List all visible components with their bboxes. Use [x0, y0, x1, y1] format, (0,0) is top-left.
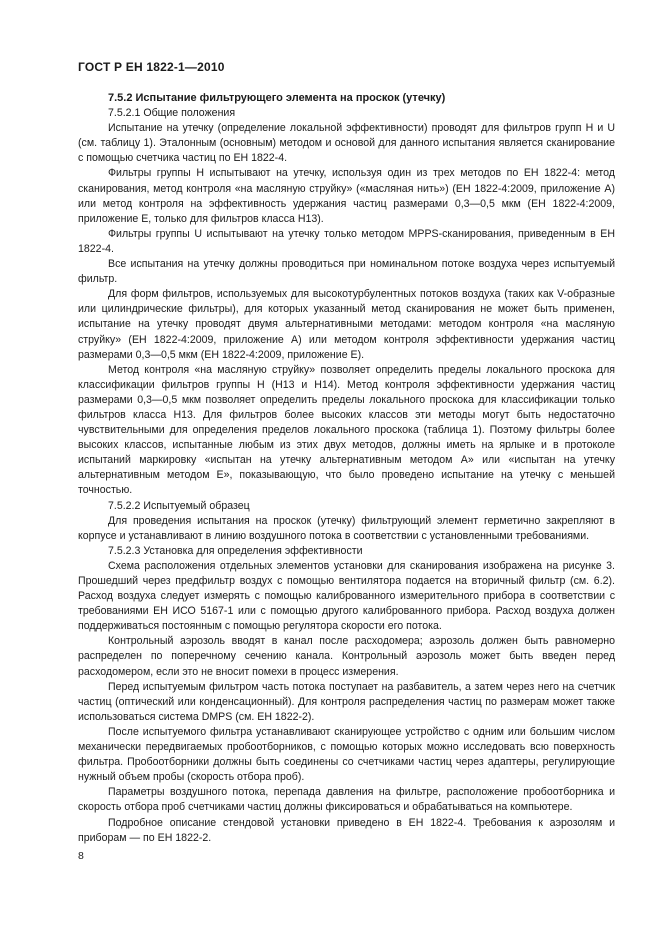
paragraph: Для форм фильтров, используемых для высокотурбулентных потоков воздуха (таких как V-образные или цилиндрические фильтры), для которых указанный метод сканирования не может быть применен, испытание на утечку проводят двумя альтернативными методами: методом контроля «на масляную струйку» (ЕН 1822-4:2009, приложение А) или методом контроля эффективности удержания частиц размерами 0,3—0,5 мкм (ЕН 1822-4:2009, приложение Е). [78, 288, 615, 361]
paragraph: Контрольный аэрозоль вводят в канал после расходомера; аэрозоль должен быть равномерно распределен по поперечному сечению канала. Контрольный аэрозоль может быть введен перед расходомером, если это не вносит помехи в процесс измерения. [78, 635, 615, 678]
section-content [78, 91, 615, 846]
paragraph: Все испытания на утечку должны проводиться при номинальном потоке воздуха через испытуемый фильтр. [78, 258, 615, 286]
page-number: 8 [78, 850, 84, 862]
paragraph: После испытуемого фильтра устанавливают сканирующее устройство с одним или большим числом механически передвигаемых пробоотборников, с помощью которых можно исследовать всю поверхность фильтра. Пробоотборники должны быть соединены со счетчиками частиц через адаптеры, регулирующие нужный объем пробы (скорость отбора проб). [78, 725, 615, 784]
paragraph: Для проведения испытания на проскок (утечку) фильтрующий элемент герметично закрепляют в корпусе и устанавливают в линию воздушного потока в соответствии с установленными требованиями. [78, 514, 615, 542]
standard-header: ГОСТ Р ЕН 1822-1—2010 [78, 60, 225, 74]
subsection-heading: 7.5.2.3 Установка для определения эффективности [108, 544, 363, 557]
paragraph: Фильтры группы U испытывают на утечку только методом MPPS-сканирования, приведенным в ЕН 1822-4. [78, 227, 615, 255]
paragraph: Параметры воздушного потока, перепада давления на фильтре, расположение пробоотборника и скорость отбора проб счетчиками частиц должны фиксироваться и обрабатываться на компьютере. [78, 786, 615, 814]
paragraph: Перед испытуемым фильтром часть потока поступает на разбавитель, а затем через него на счетчик частиц (оптический или конденсационный). Для контроля распределения частиц по размерам может также использоваться система DMPS (см. ЕН 1822-2). [78, 680, 615, 723]
subsection-heading: 7.5.2.2 Испытуемый образец [108, 499, 250, 512]
paragraph: Фильтры группы H испытывают на утечку, используя один из трех методов по ЕН 1822-4: метод сканирования, метод контроля «на масляную струйку» («масляная нить») (ЕН 1822-4:2009, приложение А) или метод контроля на эффективность удержания частиц размерами 0,3—0,5 мкм (ЕН 1822-4:2009, приложение Е, только для фильтров класса Н13). [78, 167, 615, 225]
paragraph: Подробное описание стендовой установки приведено в ЕН 1822-4. Требования к аэрозолям и приборам — по ЕН 1822-2. [78, 816, 615, 844]
section-heading: 7.5.2 Испытание фильтрующего элемента на проскок (утечку) [108, 92, 446, 104]
paragraph: Испытание на утечку (определение локальной эффективности) проводят для фильтров групп H и U (см. таблицу 1). Эталонным (основным) методом и основой для данного испытания является сканирование с помощью счетчика частиц по ЕН 1822-4. [78, 122, 615, 165]
subsection-heading: 7.5.2.1 Общие положения [108, 107, 236, 120]
paragraph: Метод контроля «на масляную струйку» позволяет определить пределы локального проскока для классификации фильтров группы H (H13 и H14). Метод контроля эффективности удержания частиц размерами 0,3—0,5 мкм позволяет определить пределы локального проскока для классификации только фильтров класса H13. Для фильтров более высоких классов эти методы могут быть недостаточно чувствительными для определения пределов локального проскока (таблица 1). Поэтому фильтры более высоких классов, испытанные любым из этих двух методов, должны иметь на ярлыке и в протоколе испытаний маркировку «испытан на утечку альтернативным методом А» или «испытан на утечку альтернативным методом Е», показывающую, что было проведено испытание на утечку с меньшей точностью. [78, 363, 615, 497]
paragraph: Схема расположения отдельных элементов установки для сканирования изображена на рисунке 3. Прошедший через предфильтр воздух с помощью вентилятора подается на вторичный фильтр (см. 6.2). Расход воздуха следует измерять с помощью калиброванного измерительного прибора в соответствии с требованиями ЕН ИСО 5167-1 или с помощью другого калиброванного прибора. Расход воздуха должен поддерживаться постоянным с помощью регулятора скорости его потока. [78, 559, 615, 633]
